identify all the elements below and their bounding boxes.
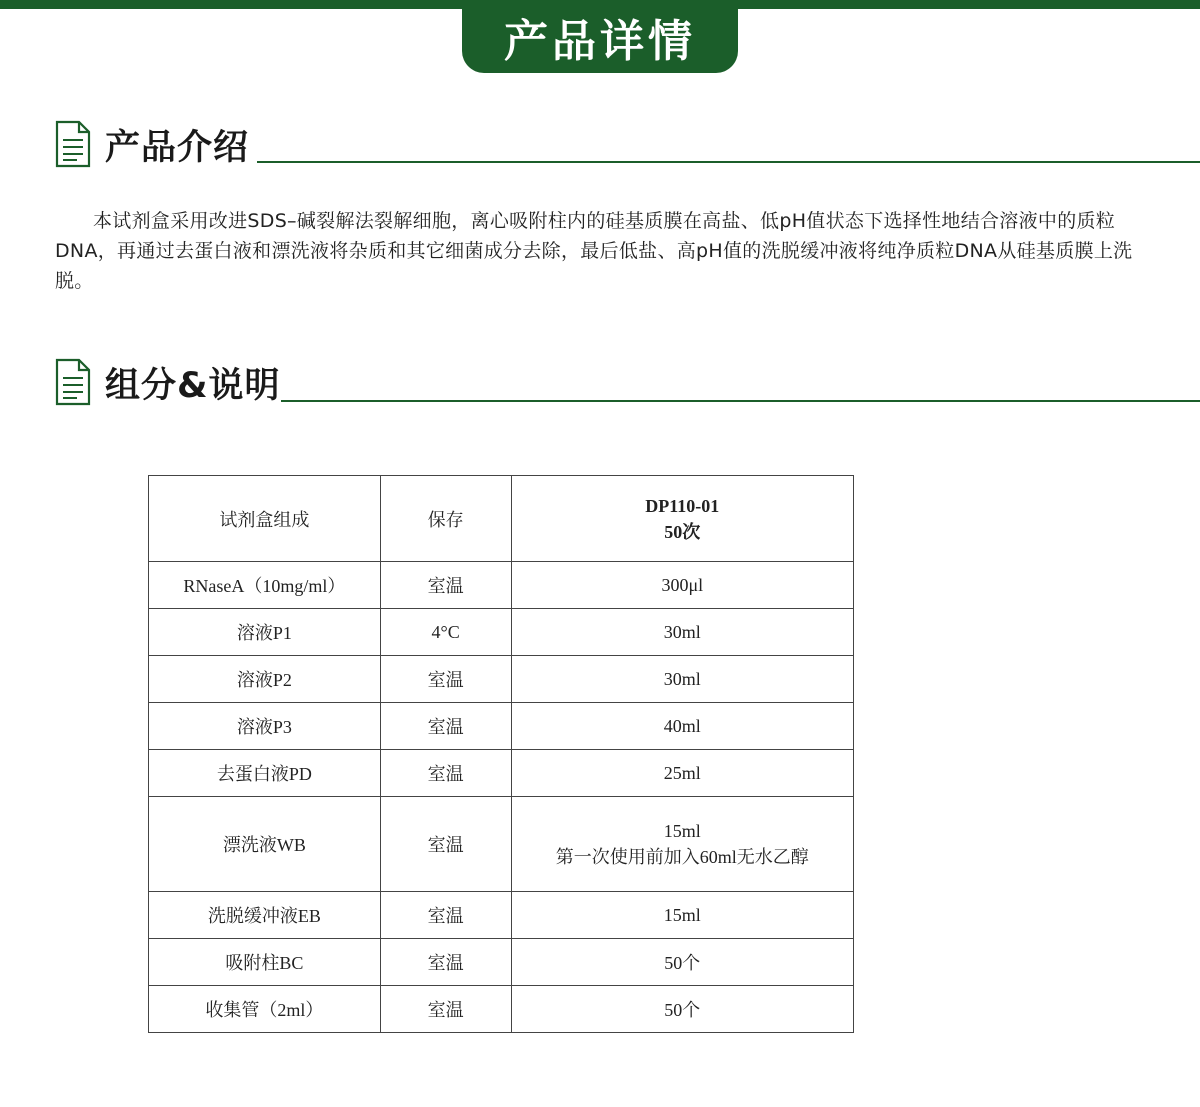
storage-cell: 室温 bbox=[380, 892, 511, 939]
table-row bbox=[149, 656, 854, 703]
table-row bbox=[149, 609, 854, 656]
header-component: 试剂盒组成 bbox=[149, 476, 381, 562]
amount-cell: 50个 bbox=[511, 939, 853, 986]
page-title-tab bbox=[462, 0, 738, 73]
catalog-number: DP110-01 bbox=[645, 495, 720, 516]
header-storage: 保存 bbox=[380, 476, 511, 562]
amount-cell: 50个 bbox=[511, 986, 853, 1033]
table-row bbox=[149, 562, 854, 609]
section-header-intro bbox=[55, 120, 249, 168]
storage-cell: 室温 bbox=[380, 703, 511, 750]
section-header-components bbox=[55, 358, 281, 406]
component-cell: 洗脱缓冲液EB bbox=[149, 892, 381, 939]
amount-value: 15ml bbox=[663, 821, 701, 841]
pack-size: 50次 bbox=[664, 521, 701, 542]
section-divider bbox=[257, 161, 1200, 163]
amount-cell: 40ml bbox=[511, 703, 853, 750]
amount-cell bbox=[511, 797, 853, 892]
amount-note: 第一次使用前加入60ml无水乙醇 bbox=[555, 847, 809, 867]
document-icon bbox=[55, 358, 91, 406]
storage-cell: 4°C bbox=[380, 609, 511, 656]
storage-cell: 室温 bbox=[380, 986, 511, 1033]
kit-components-table bbox=[148, 475, 854, 1033]
component-cell: 溶液P1 bbox=[149, 609, 381, 656]
table-row bbox=[149, 986, 854, 1033]
amount-cell: 30ml bbox=[511, 609, 853, 656]
storage-cell: 室温 bbox=[380, 797, 511, 892]
component-cell: 漂洗液WB bbox=[149, 797, 381, 892]
component-cell: 去蛋白液PD bbox=[149, 750, 381, 797]
storage-cell: 室温 bbox=[380, 750, 511, 797]
component-cell: 溶液P2 bbox=[149, 656, 381, 703]
table-row bbox=[149, 892, 854, 939]
storage-cell: 室温 bbox=[380, 939, 511, 986]
storage-cell: 室温 bbox=[380, 656, 511, 703]
storage-cell: 室温 bbox=[380, 562, 511, 609]
page-title: 产品详情 bbox=[504, 15, 696, 67]
component-cell: 吸附柱BC bbox=[149, 939, 381, 986]
table-row bbox=[149, 797, 854, 892]
component-cell: 收集管（2ml） bbox=[149, 986, 381, 1033]
component-cell: RNaseA（10mg/ml） bbox=[149, 562, 381, 609]
document-icon bbox=[55, 120, 91, 168]
section-title: 产品介绍 bbox=[105, 128, 250, 168]
intro-paragraph: 本试剂盒采用改进SDS–碱裂解法裂解细胞，离心吸附柱内的硅基质膜在高盐、低pH值状态下选择性地结合溶液中的质粒DNA，再通过去蛋白液和漂洗液将杂质和其它细菌成分去除，最后低盐、高pH值的洗脱缓冲液将纯净质粒DNA从硅基质膜上洗脱。 bbox=[55, 210, 1133, 292]
amount-cell: 300μl bbox=[511, 562, 853, 609]
component-cell: 溶液P3 bbox=[149, 703, 381, 750]
table-row bbox=[149, 750, 854, 797]
table-row bbox=[149, 939, 854, 986]
amount-cell: 15ml bbox=[511, 892, 853, 939]
header-catalog bbox=[511, 476, 853, 562]
amount-cell: 25ml bbox=[511, 750, 853, 797]
section-divider bbox=[281, 400, 1200, 402]
section-title: 组分&说明 bbox=[105, 366, 281, 406]
table-row bbox=[149, 703, 854, 750]
table-header-row bbox=[149, 476, 854, 562]
amount-cell: 30ml bbox=[511, 656, 853, 703]
